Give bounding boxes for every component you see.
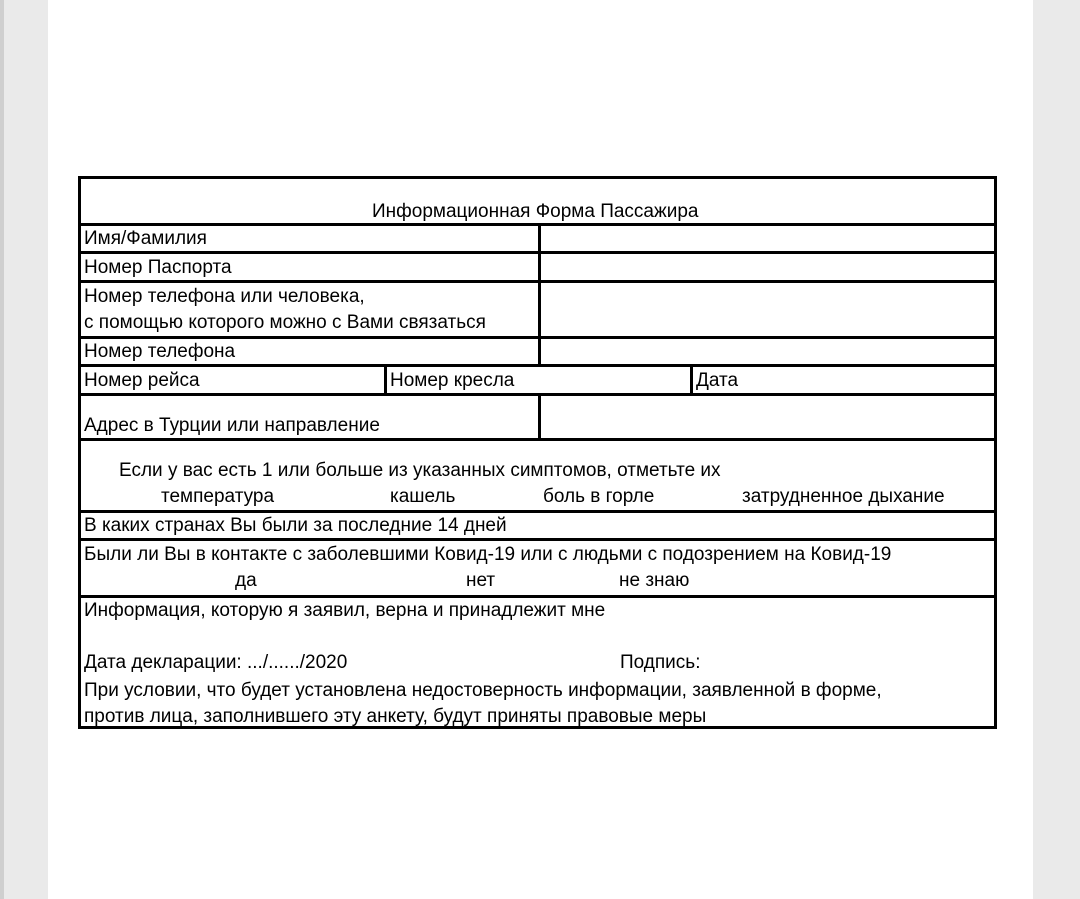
passport-row [81,254,994,283]
flight-row [81,367,994,396]
symptom-option-breathing[interactable]: затрудненное дыхание [742,486,945,507]
countries-row[interactable] [81,513,994,541]
address-field[interactable] [541,396,994,438]
seat-label: Номер кресла [390,370,515,391]
countries-label: В каких странах Вы были за последние 14 дней [84,515,507,536]
name-label: Имя/Фамилия [84,228,207,249]
address-row [81,396,994,441]
passenger-form [78,176,997,729]
date-label: Дата [696,370,739,391]
contact-field[interactable] [541,283,994,336]
contact-label-line1: Номер телефона или человека, [84,286,365,307]
passport-field[interactable] [541,254,994,280]
symptom-option-fever[interactable]: температура [161,486,275,507]
contact-row [81,283,994,339]
phone-label: Номер телефона [84,341,236,362]
form-title: Информационная Форма Пассажира [372,201,699,222]
name-field[interactable] [541,226,994,251]
legal-notice-line1: При условии, что будет установлена недостоверность информации, заявленной в форме, [84,680,882,701]
passport-label-cell [81,254,541,280]
contact-label-line2: с помощью которого можно с Вами связаться [84,312,486,333]
address-label: Адрес в Турции или направление [84,415,380,436]
left-edge-strip [0,0,4,899]
declaration-date[interactable]: Дата декларации: .../....../2020 [84,652,348,673]
flight-label: Номер рейса [84,370,200,391]
contact-label-cell [81,283,541,336]
flight-cell[interactable] [81,367,387,393]
passport-label: Номер Паспорта [84,257,232,278]
seat-cell[interactable] [387,367,693,393]
contact-option-yes[interactable]: да [235,570,257,591]
phone-label-cell [81,339,541,364]
covid-contact-row [81,541,994,598]
declaration-text: Информация, которую я заявил, верна и принадлежит мне [84,600,606,621]
contact-option-unknown[interactable]: не знаю [619,570,690,591]
date-cell[interactable] [693,367,994,393]
contact-option-no[interactable]: нет [466,570,496,591]
phone-field[interactable] [541,339,994,364]
name-label-cell [81,226,541,251]
legal-notice-line2: против лица, заполнившего эту анкету, будут приняты правовые меры [84,706,707,727]
address-label-cell [81,396,541,438]
signature-label[interactable]: Подпись: [620,652,701,673]
symptom-option-sore-throat[interactable]: боль в горле [543,486,655,507]
form-title-row [81,179,994,226]
symptoms-prompt: Если у вас есть 1 или больше из указанных симптомов, отметьте их [119,460,721,481]
phone-row [81,339,994,367]
name-row [81,226,994,254]
symptom-option-cough[interactable]: кашель [390,486,456,507]
covid-contact-question: Были ли Вы в контакте с заболевшими Ковид-19 или с людьми с подозрением на Ковид-19 [84,544,892,565]
symptoms-row [81,441,994,513]
declaration-block [81,598,994,726]
